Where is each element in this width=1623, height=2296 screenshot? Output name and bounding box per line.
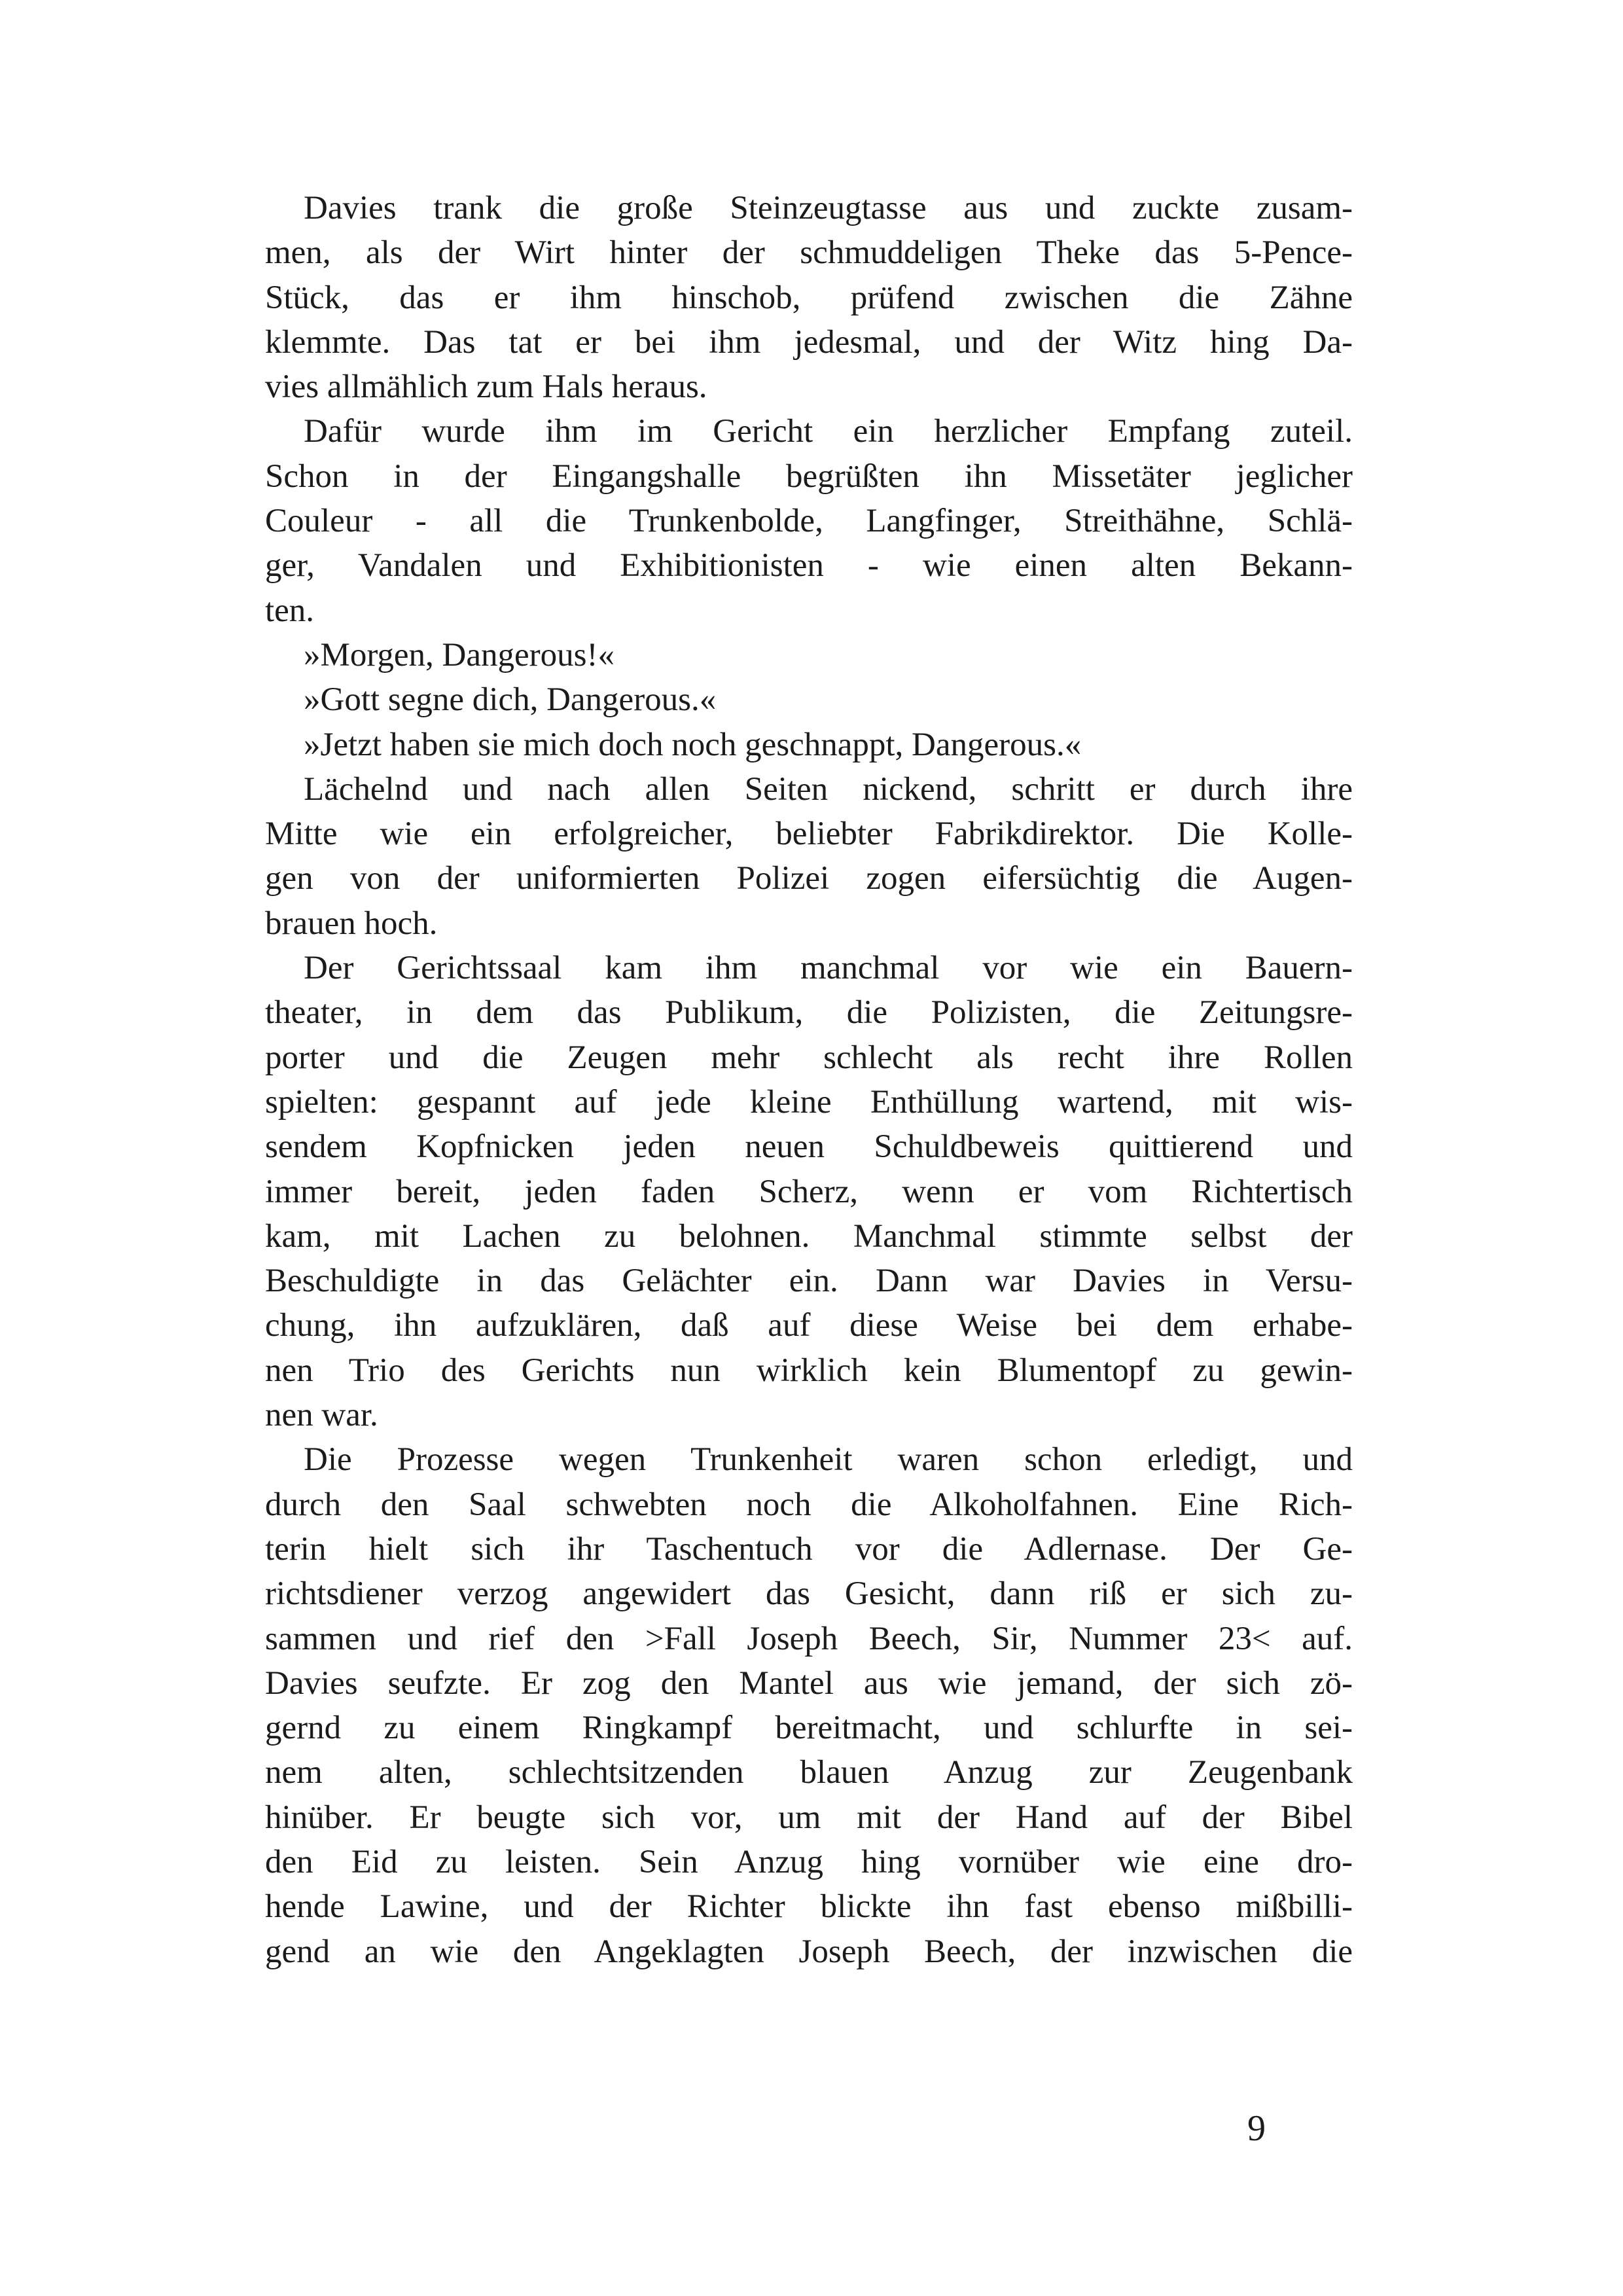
text-line: porter und die Zeugen mehr schlecht als recht ihre Rollen	[265, 1039, 1353, 1076]
text-line: Davies seufzte. Er zog den Mantel aus wie jemand, der sich zö-	[265, 1664, 1353, 1702]
text-line: spielten: gespannt auf jede kleine Enthüllung wartend, mit wis-	[265, 1083, 1353, 1121]
text-line: Dafür wurde ihm im Gericht ein herzlicher Empfang zuteil.	[304, 413, 1353, 450]
text-line: Stück, das er ihm hinschob, prüfend zwischen die Zähne	[265, 279, 1353, 316]
text-line: ten.	[265, 592, 315, 629]
body-text	[265, 186, 1353, 1974]
text-line: nen war.	[265, 1397, 378, 1434]
text-line: »Jetzt haben sie mich doch noch geschnappt, Dangerous.«	[304, 726, 1082, 763]
text-line: gernd zu einem Ringkampf bereitmacht, und schlurfte in sei-	[265, 1710, 1353, 1747]
text-line: »Gott segne dich, Dangerous.«	[304, 681, 717, 719]
text-line: richtsdiener verzog angewidert das Gesicht, dann riß er sich zu-	[265, 1575, 1353, 1613]
text-line: Der Gerichtssaal kam ihm manchmal vor wie ein Bauern-	[304, 950, 1353, 987]
text-line: theater, in dem das Publikum, die Polizisten, die Zeitungsre-	[265, 994, 1353, 1031]
text-line: Davies trank die große Steinzeugtasse aus und zuckte zusam-	[304, 190, 1353, 226]
text-line: terin hielt sich ihr Taschentuch vor die Adlernase. Der Ge-	[265, 1530, 1353, 1568]
text-line: sammen und rief den >Fall Joseph Beech, Sir, Nummer 23< auf.	[265, 1620, 1353, 1657]
text-line: kam, mit Lachen zu belohnen. Manchmal stimmte selbst der	[265, 1217, 1353, 1255]
text-line: gen von der uniformierten Polizei zogen eifersüchtig die Augen-	[265, 860, 1353, 897]
text-line: brauen hoch.	[265, 905, 438, 942]
text-line: nem alten, schlechtsitzenden blauen Anzug zur Zeugenbank	[265, 1754, 1353, 1791]
text-line: Die Prozesse wegen Trunkenheit waren schon erledigt, und	[304, 1441, 1353, 1479]
text-line: sendem Kopfnicken jeden neuen Schuldbeweis quittierend und	[265, 1128, 1353, 1166]
text-line: den Eid zu leisten. Sein Anzug hing vornüber wie eine dro-	[265, 1843, 1353, 1880]
text-line: hende Lawine, und der Richter blickte ihn fast ebenso mißbilli-	[265, 1888, 1353, 1926]
text-line: chung, ihn aufzuklären, daß auf diese Weise bei dem erhabe-	[265, 1307, 1353, 1344]
text-line: nen Trio des Gerichts nun wirklich kein Blumentopf zu gewin-	[265, 1352, 1353, 1389]
text-line: Mitte wie ein erfolgreicher, beliebter Fabrikdirektor. Die Kolle-	[265, 816, 1353, 853]
text-line: durch den Saal schwebten noch die Alkoholfahnen. Eine Rich-	[265, 1486, 1353, 1523]
text-line: Beschuldigte in das Gelächter ein. Dann war Davies in Versu-	[265, 1263, 1353, 1300]
text-line: men, als der Wirt hinter der schmuddeligen Theke das 5-Pence-	[265, 234, 1353, 272]
text-line: »Morgen, Dangerous!«	[304, 636, 615, 673]
text-line: ger, Vandalen und Exhibitionisten - wie einen alten Bekann-	[265, 547, 1353, 584]
text-line: gend an wie den Angeklagten Joseph Beech, der inzwischen die	[265, 1933, 1353, 1970]
text-line: hinüber. Er beugte sich vor, um mit der Hand auf der Bibel	[265, 1799, 1353, 1836]
text-line: Schon in der Eingangshalle begrüßten ihn Missetäter jeglicher	[265, 457, 1353, 495]
text-line: klemmte. Das tat er bei ihm jedesmal, und der Witz hing Da-	[265, 323, 1353, 361]
text-line: Couleur - all die Trunkenbolde, Langfinger, Streithähne, Schlä-	[265, 503, 1353, 540]
page-number: 9	[1247, 2108, 1266, 2149]
text-line: Lächelnd und nach allen Seiten nickend, schritt er durch ihre	[304, 770, 1353, 808]
text-line: immer bereit, jeden faden Scherz, wenn er vom Richtertisch	[265, 1173, 1353, 1210]
text-line: vies allmählich zum Hals heraus.	[265, 368, 707, 406]
